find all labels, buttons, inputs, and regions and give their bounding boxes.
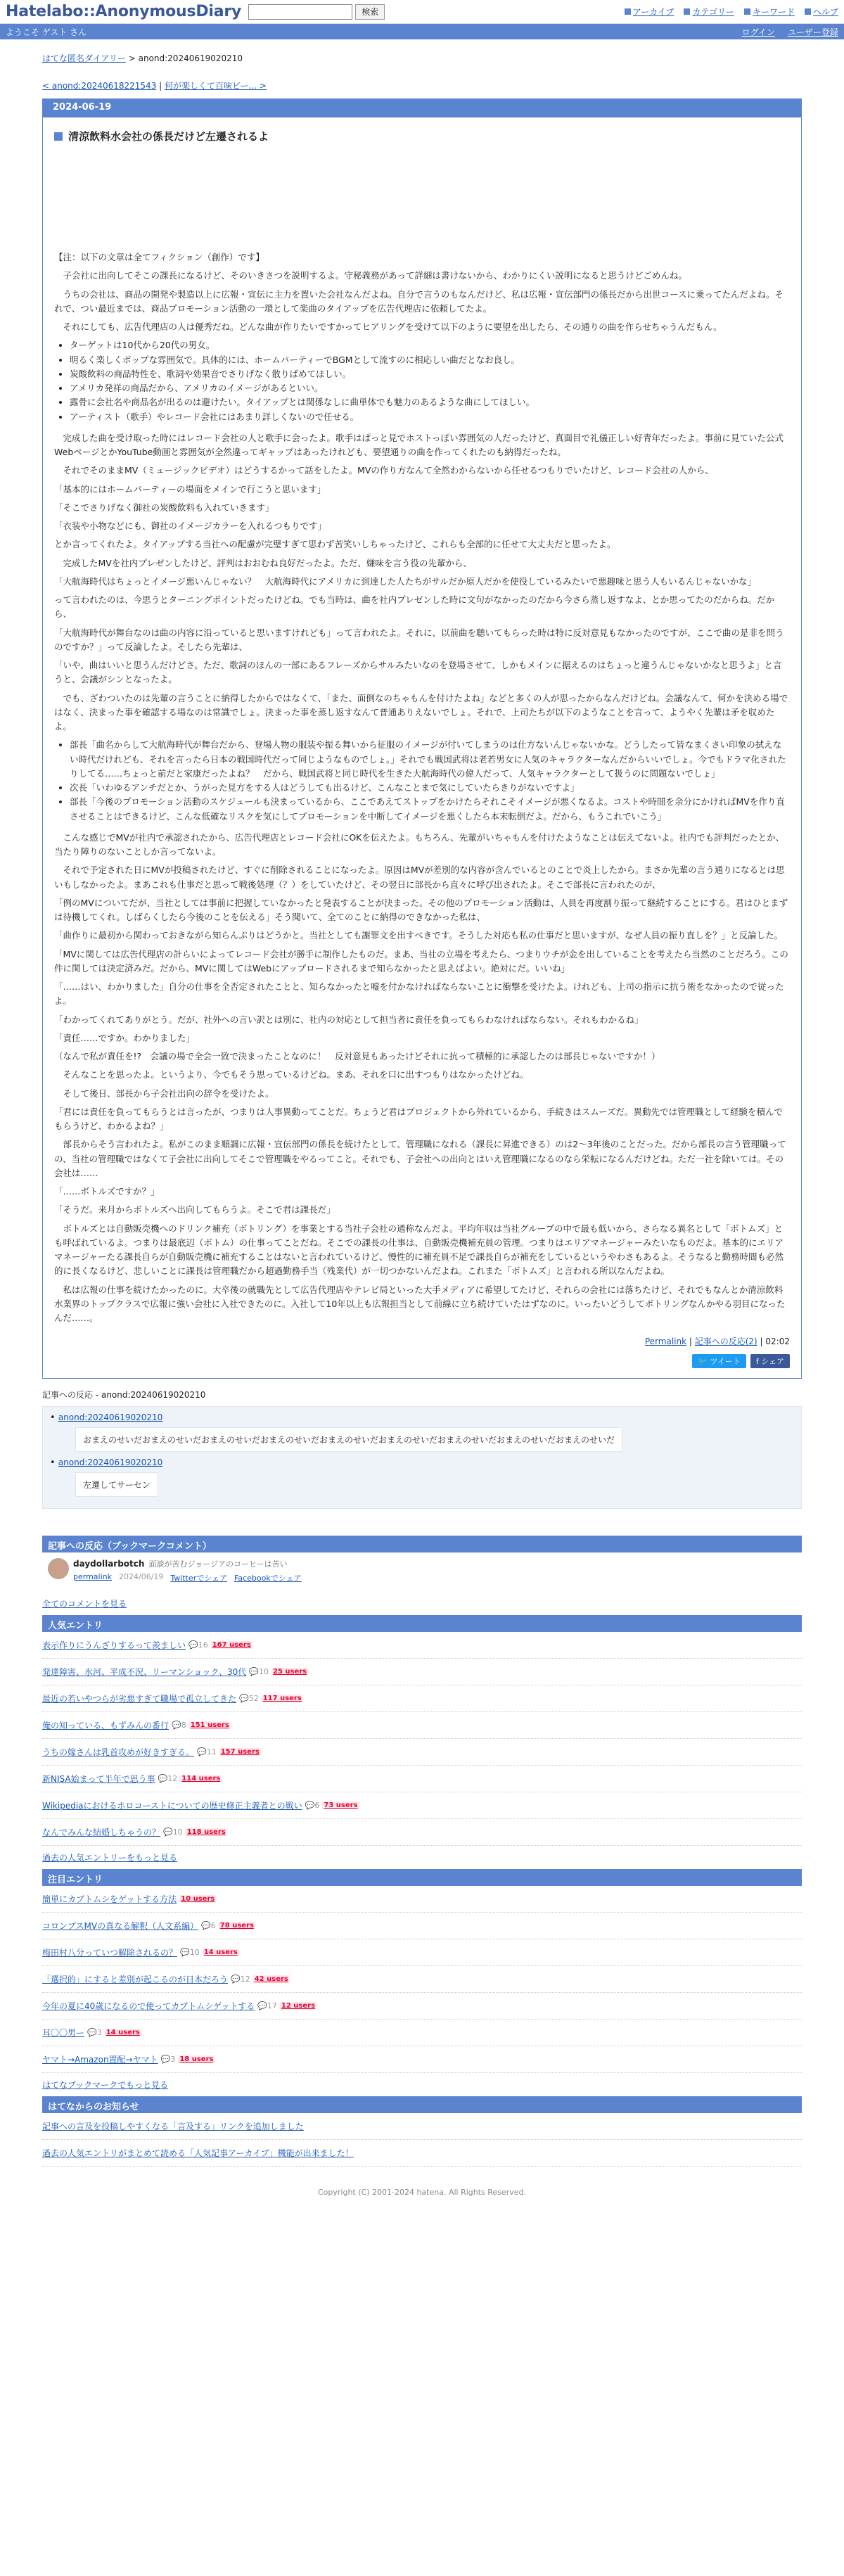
entry-paragraph: 「責任……ですか。わかりました」: [54, 1032, 196, 1043]
popular-more-link[interactable]: 過去の人気エントリーをもっと見る: [42, 1853, 178, 1863]
speech-bubble-icon: 💬: [305, 1801, 315, 1811]
square-icon: [625, 8, 631, 15]
next-entry-link[interactable]: 何が楽しくて百味ビー... >: [165, 81, 267, 91]
welcome-text: ようこそ ゲスト さん: [6, 27, 87, 37]
entry-paragraph: 「大航海時代はちょっとイメージ悪いんじゃない？ 大航海時代にアメリカに到達した人たちがサルだか原人だかを使役しているみたいで悪趣味と思う人もいるんじゃないかな」: [54, 575, 757, 587]
notice-link[interactable]: 過去の人気エントリがまとめて読める「人気記事アーカイブ」機能が出来ました！: [42, 2148, 354, 2159]
breadcrumb: はてな匿名ダイアリー > anond:20240619020210: [42, 53, 243, 63]
entry-paragraph: 「基本的にはホームパーティーの場面をメインで行こうと思います」: [54, 483, 326, 495]
entry-list-link[interactable]: 新NISA始まって半年で思う事: [42, 1774, 155, 1785]
comment-count: 💬10: [249, 1667, 269, 1677]
breadcrumb-current: anond:20240619020210: [138, 53, 243, 63]
user-bar: [0, 24, 844, 39]
entry-bullets: [70, 338, 790, 424]
entry-bullet: • ターゲットは10代から20代の男女。: [70, 338, 790, 352]
help-link[interactable]: ヘルプ: [805, 6, 838, 18]
entry-bullet: • 部長「曲名からして大航海時代が舞台だから、登場人物の服装や振る舞いから征服のイメージが付いてしまうのは仕方ないんじゃないかな。どうしたって皆なまくさい印象の拭えない時代だけれども、それを言ったら日本の戦国時代だって同じようなものでしょ。」それでも戦国武将は老若男女に人気のキャラクターなんだからいいでしょ。今でもドラマ化されたりしてる……ちょっと前だと家康だったよね？ だから、戦国武将と同じ時代を生きた大航海時代の偉人だって、人気キャラクターとして扱うのに問題ないでしょ」: [70, 738, 790, 781]
search-input[interactable]: [248, 4, 352, 20]
entry-text: [54, 250, 790, 1325]
popular-heading: 人気エントリ: [42, 1615, 802, 1632]
facebook-icon: f: [755, 1357, 759, 1367]
square-icon: [805, 8, 811, 15]
entry-list-item: [42, 1632, 802, 1659]
notice-item: [42, 2113, 802, 2140]
all-comments-link[interactable]: 全てのコメントを見る: [42, 1599, 127, 1609]
entry-paragraph: そんなことを思ったよ。というより、今でもそう思っているけどね。まあ、それを口に出すつもりはなかったけどね。: [63, 1069, 529, 1080]
bookmark-users-badge[interactable]: 114 users: [181, 1775, 221, 1783]
entry-list-item: [42, 1993, 802, 2020]
featured-more-link[interactable]: はてなブックマークでもっと見る: [42, 2080, 169, 2091]
speech-bubble-icon: 💬: [163, 1828, 173, 1837]
prev-next-nav: < anond:20240618221543 | 何が楽しくて百味ビー... >: [42, 81, 267, 91]
bookmark-users-badge[interactable]: 117 users: [262, 1695, 302, 1703]
reply-link[interactable]: anond:20240619020210: [58, 1458, 163, 1468]
copyright: Copyright (C) 2001-2024 hatena. All Rights Reserved.: [318, 2188, 526, 2198]
entry-paragraph: 「曲作りに最初から関わっておきながら知らんぷりはどうかと。当社としても謝罪文を出すべきです。そうした対応も私の仕事だと思いますが、なぜ人員の振り直しを？」と反論した。: [54, 930, 784, 941]
speech-bubble-icon: 💬: [249, 1667, 259, 1677]
entry-bullet: • 部長「今後のプロモーション活動のスケジュールも決まっているから、ここであえてストップをかけたらそれこそイメージが悪くなるよ。コストや時間を余分にかければMVを作り直させることはできるけど、こんな低確なリスクを気にしてプロモーションを中断してイメージを悪くしたら本末転倒だよ。だから、もうこれでいこう」: [70, 795, 790, 824]
entry-paragraph: って言われたのは、今思うとターニングポイントだったけどね。でも当時は、曲を社内プレゼンした時に文句がなかったのだから今さら蒸し返すなよ、とか思ってたのだからね。だから、: [54, 594, 775, 620]
bookmark-date: 2024/06/19: [119, 1572, 164, 1582]
reply-item: • anond:20240619020210 左遷してサーセン: [50, 1458, 794, 1497]
breadcrumb-home[interactable]: はてな匿名ダイアリー: [42, 53, 126, 63]
speech-bubble-icon: 💬: [197, 1747, 207, 1757]
entry-date: 2024-06-19: [43, 99, 801, 117]
entry-paragraph: 完成したMVを社内プレゼンしたけど、評判はおおむね良好だったよ。ただ、嫌味を言う役の先輩から、: [63, 557, 472, 568]
entry-list-link[interactable]: 俺の知っている、もずみんの番行: [42, 1721, 170, 1731]
square-icon: [744, 8, 750, 15]
category-link[interactable]: カテゴリー: [684, 6, 734, 18]
bookmark-users-badge[interactable]: 167 users: [212, 1641, 251, 1650]
entry-bullet: • アメリカ発祥の商品だから、アメリカのイメージがあるといい。: [70, 381, 790, 395]
replies-heading: 記事への反応 - anond:20240619020210: [42, 1390, 206, 1401]
entry-list-link[interactable]: うちの嫁さんは乳首攻めが好きすぎる。: [42, 1747, 195, 1758]
entry-bullet: • 次長「いわゆるアンチだとか、うがった見方をする人はどうしても出るけど、こんなことまで気にしていたらきりがないですよ」: [70, 781, 790, 795]
entry-title[interactable]: 清涼飲料水会社の係長だけど左遷されるよ: [54, 129, 790, 144]
notice-link[interactable]: 記事への言及を投稿しやすくなる「言及する」リンクを追加しました: [42, 2122, 304, 2132]
bookmark-users-badge[interactable]: 18 users: [179, 2055, 214, 2064]
comment-count: 💬17: [257, 2001, 277, 2011]
entry-list-link[interactable]: Wikipediaにおけるホロコーストについての歴史修正主義者との戦い: [42, 1801, 302, 1811]
replies-list: [42, 1406, 802, 1509]
comment-count: 💬12: [158, 1774, 178, 1784]
entry-paragraph: 「大航海時代が舞台なのは曲の内容に沿っていると思いますけれども」って言われたよ。それに、以前曲を聴いてもらった時は特に反対意見もなかったのですが、ここで曲の是非を問うのですか？」って反論したよ。そしたら先輩は、: [54, 627, 784, 652]
header-links: [625, 6, 838, 18]
entry-paragraph: 完成した曲を受け取った時にはレコード会社の人と歌手に会ったよ。歌手はぱっと見でホストっぽい雰囲気の人だったけど、真面目で礼儀正しい好青年だったよ。事前に見ていた公式WebページとかYouTube動画と雰囲気が全然違ってギャップはあったけれども、要望通りの曲を作ってくれたのも納得だったね。: [54, 432, 784, 457]
entry-paragraph: そして後日、部長から子会社出向の辞令を受けたよ。: [63, 1088, 274, 1099]
entry-footer: Permalink | 記事への反応(2) | 02:02: [644, 1337, 790, 1347]
bookmark-users-badge[interactable]: 42 users: [254, 1975, 288, 1984]
entry-paragraph: とか言ってくれたよ。タイアップする当社への配慮が完璧すぎて思わず苦笑いしちゃったけど、これらも全部的に任せて大丈夫だと思ったよ。: [54, 539, 616, 550]
speech-bubble-icon: 💬: [172, 1721, 181, 1730]
speech-bubble-icon: 💬: [158, 1774, 168, 1784]
entry-paragraph: それでそのままMV（ミュージックビデオ）はどうするかって話をしたよ。MVの作り方なんて全然わからないから任せるつもりでいたけど、レコード会社の人から、: [63, 465, 714, 476]
entry-list-item: [42, 1766, 802, 1792]
entry-paragraph: 「……はい、わかりました」自分の仕事を全否定されたことと、知らなかったと嘘を付かなければならないことに衝撃を受けたよ。けれども、上司の指示に抗う術をなかったので従ったよ。: [54, 981, 784, 1007]
speech-bubble-icon: 💬: [201, 1921, 211, 1931]
entry-paragraph: 子会社に出向してそこの課長になるけど、そのいきさつを説明するよ。守秘義務があって詳細は書けないから、わかりにくい説明になると思うけどごめんね。: [63, 270, 687, 281]
avatar[interactable]: [48, 1558, 69, 1579]
square-icon: [684, 8, 690, 15]
archive-link[interactable]: アーカイブ: [625, 6, 674, 18]
entry-list-link[interactable]: 最近の若いやつらが劣悪すぎて職場で孤立してきた: [42, 1694, 237, 1704]
notice-item: [42, 2140, 802, 2167]
entry-paragraph: ボトルズとは自動販売機へのドリンク補充（ボトリング）を事業とする当社子会社の通称なんだよ。平均年収は当社グループの中で最も低いから、さらなる異名として「ボトムズ」とも呼ばれているよ。つまりは最底辺（ボトム）の仕事ってことだね。そこでの課長の仕事は、自動販売機補充員の管理。つまりはエリアマネージャーみたいなものだよ。基本的にエリアマネージャーたる課長自らが自動販売機に補充することはないと言われているけど、慢性的に補充員不足で課長自らが補充をしているというやわさもあるよ。そうなると勤務時間も必然的に長くなるけど、悲しいことに課長は管理職だから超過勤務手当（残業代）が一切つかないんだよね。これまた「ボトムズ」と言われる所以なんだよね。: [54, 1223, 784, 1277]
speech-bubble-icon: 💬: [239, 1694, 249, 1704]
entry-paragraph: うちの会社は、商品の開発や製造以上に広報・宣伝に主力を置いた会社なんだよね。自分で言うのもなんだけど、私は広報・宣伝部門の係長だから出世コースに乗ってたんだよね。それで、つい最近までは、商品プロモーション活動の一環として楽曲のタイアップを広告代理店に依頼してたよ。: [54, 288, 784, 314]
entry-list-link[interactable]: 「選択的」にすると差別が起こるのが日本だろう: [42, 1975, 229, 1985]
entry-paragraph: 「例のMVについてだが、当社としては事前に把握していなかったと発表することが決まった。その他のプロモーション活動は、人員を再度割り振って継続することにする。君はひとまずは待機してくれ。しばらくしたら今後のことを伝える」そう聞いて、全てのことに納得のできなかった私は、: [54, 897, 788, 922]
entry-paragraph: 部長からそう言われたよ。私がこのまま順調に広報・宣伝部門の係長を続けたとして、管理職になれる（課長に昇進できる）のは2〜3年後のことだった。だから部長の言う管理職っての、当社の管理職ではなくて子会社に出向してそこで管理職をやるってこと。それでも、子会社への出向とはいえ管理職になるのなら栄転になるんだけどね。ただ一社を除いては。その会社は……: [54, 1139, 786, 1178]
bookmark-comment-text: 面談が苦むジョージアのコーヒーは苦い: [148, 1560, 288, 1569]
entry-bullet: • 炭酸飲料の商品特性を、歌詞や効果音でさりげなく散りばめてほしい。: [70, 367, 790, 381]
comment-count: 💬3: [160, 2055, 176, 2065]
entry-paragraph: 「いや、曲はいいと思うんだけどさ。ただ、歌詞のほんの一部にあるフレーズからサルみたいなのを登場させて、しかもメインに据えるのはちょっと違うんじゃないかなと思うよ」と言うと、会議がシンとなったよ。: [54, 660, 782, 685]
entry-paragraph: 「わかってくれてありがとう。だが、社外への言い訳とは別に、社内の対応として担当者に責任を負ってもらわなければならない。それもわかるね」: [54, 1014, 644, 1025]
notice-heading: はてなからのお知らせ: [42, 2096, 802, 2113]
bookmark-users-badge[interactable]: 78 users: [219, 1922, 254, 1930]
entry-list-link[interactable]: 今年の夏に40歳になるので使ってカブトムシゲットする: [42, 2001, 255, 2012]
featured-list: [42, 1886, 802, 2073]
entry-paragraph: でも、ざわついたのは先輩の言うことに納得したからではなくて、「また、面倒なのちゃもんを付けたよね」などと多くの人が思ったからなんだけどね。会議なんて、何かを決める場ではなく、決まった事を確認する場なのは常識でしょ。決まった事を蒸し返すなんて普通ありえないでしょ。それで、上司たちが以下のようなことを言って、ようやく先輩は矛を収めたよ。: [54, 692, 788, 732]
entry-list-link[interactable]: ヤマト→Amazon置配→ヤマト: [42, 2055, 158, 2065]
entry-list-link[interactable]: 簡単にカブトムシをゲットする方法: [42, 1894, 177, 1905]
speech-bubble-icon: 💬: [180, 1948, 190, 1958]
entry-bullets: [70, 738, 790, 824]
entry-paragraph: それにしても、広告代理店の人は優秀だね。どんな曲が作りたいですかってヒアリングを受けて以下のように要望を出したら、その通りの曲を作らせちゃうんだもん。: [63, 321, 722, 332]
entry-list-link[interactable]: 表示作りにうんざりするって羨ましい: [42, 1640, 186, 1651]
search-button[interactable]: 検索: [355, 4, 385, 20]
comment-count: 💬16: [188, 1640, 208, 1650]
entry-time: 02:02: [765, 1337, 790, 1347]
entry-paragraph: 私は広報の仕事を続けたかったのに。大卒後の就職先として広告代理店やテレビ局といった大手メディアに希望してたけど、それらの会社には落ちたけど、それでもなんとか清涼飲料水業界のトップクラスで広報に強い会社に入社できたのに。入社して10年以上も広報担当として前線に立ち続けていたはずなのに。いったいどうしてボトリングなんかやる羽目になったんだ……。: [54, 1284, 786, 1323]
entry-list-item: [42, 1659, 802, 1685]
entry-list-item: [42, 1792, 802, 1819]
speech-bubble-icon: 💬: [231, 1975, 241, 1984]
entry-bullet: • 露骨に会社名や商品名が出るのは避けたい。タイアップとは関係なしに曲単体でも魅力のあるような曲にしてほしい。: [70, 395, 790, 409]
entry-paragraph: 「衣装や小物などにも、御社のイメージカラーを入れるつもりです」: [54, 521, 327, 531]
entry-list-item: [42, 1819, 802, 1846]
popular-list: [42, 1632, 802, 1846]
twitter-share-link[interactable]: Twitterでシェア: [170, 1574, 228, 1583]
notice-list: [42, 2113, 802, 2167]
entry-list-item: [42, 1939, 802, 1966]
entry-paragraph: 「そうだ。来月からボトルズへ出向してもらうよ。そこで君は課長だ」: [54, 1204, 335, 1216]
comment-count: 💬12: [231, 1975, 250, 1984]
entry-paragraph: こんな感じでMVが社内で承認されたから、広告代理店とレコード会社にOKを伝えたよ。もちろん、先輩がいちゃもんを付けたようなことは伝えてないよ。社内でも評判だったとか、当たり障りのないことしか言ってないよ。: [54, 831, 785, 857]
square-icon: [54, 132, 63, 141]
entry-paragraph: 「MVに関しては広告代理店の計らいによってレコード会社が勝手に制作したものだ。まあ、当社の立場を考えたら、つまりウチが金を出していることを考えたら当然のことだろう。この件に関しては決定済みだ。だから、MVに関してはWebにアップロードされるまで知らなかったと思えばよい。絶対にだ。いいね」: [54, 948, 788, 974]
prev-entry-link[interactable]: < anond:20240618221543: [42, 81, 157, 91]
bookmark-users-badge[interactable]: 73 users: [324, 1802, 358, 1810]
top-header: [0, 0, 844, 24]
entry-paragraphs: [54, 831, 790, 1326]
entry-list-item: [42, 1739, 802, 1766]
bookmark-users-badge[interactable]: 118 users: [186, 1828, 226, 1837]
reply-link[interactable]: anond:20240619020210: [58, 1413, 163, 1423]
entry-list-link[interactable]: コロンブスMVの真なる解釈（人文系編）: [42, 1921, 199, 1932]
comment-count: 💬3: [87, 2028, 102, 2038]
bookmark-users-badge[interactable]: 14 users: [106, 2029, 140, 2037]
entry-paragraph: 「……ボトルズですか？」: [54, 1186, 160, 1197]
site-logo[interactable]: Hatelabo::AnonymousDiary: [6, 3, 242, 20]
entry-list-link[interactable]: なんでみんな結婚しちゃうの？: [42, 1828, 161, 1838]
entry-paragraph: （なんで私が責任を!? 会議の場で全会一致で決まったことなのに！ 反対意見もあったけどそれに抗って積極的に承認したのは部長じゃないですか！）: [54, 1051, 660, 1061]
reply-item: • anond:20240619020210 おまえのせいだおまえのせいだおまえのせいだおまえのせいだおまえのせいだおまえのせいだおまえのせいだおまえのせいだおまえのせいだ: [50, 1413, 794, 1452]
entry-list-link[interactable]: 耳〇〇男ー: [42, 2028, 85, 2039]
share-buttons: [54, 1354, 790, 1368]
bookmark-permalink[interactable]: permalink: [73, 1572, 112, 1582]
login-link[interactable]: ログイン: [741, 27, 775, 37]
entry-list-item: [42, 1966, 802, 1993]
entry-list-item: [42, 1685, 802, 1712]
bookmark-users-badge[interactable]: 10 users: [181, 1895, 215, 1904]
reply-text: 左遷してサーセン: [75, 1472, 158, 1497]
bookmark-comments-heading: 記事への反応（ブックマークコメント）: [42, 1536, 802, 1552]
diary-entry: [42, 98, 802, 1379]
entry-list-item: [42, 2046, 802, 2073]
entry-paragraphs: [54, 431, 790, 734]
reactions-link[interactable]: 記事への反応(2): [694, 1337, 757, 1347]
bookmark-users-badge[interactable]: 157 users: [220, 1748, 260, 1756]
entry-list-item: [42, 2020, 802, 2046]
featured-heading: 注目エントリ: [42, 1869, 802, 1886]
bookmark-users-badge[interactable]: 12 users: [281, 2002, 316, 2010]
entry-list-link[interactable]: 梅田村八分っていつ解除されるの？: [42, 1948, 178, 1958]
comment-count: 💬6: [201, 1921, 216, 1931]
bird-icon: 🐦: [698, 1357, 708, 1367]
entry-bullet: • 明るく楽しくポップな雰囲気で。具体的には、ホームパーティーでBGMとして流すのに相応しい曲だとなお良し。: [70, 353, 790, 367]
bookmark-users-badge[interactable]: 14 users: [203, 1949, 238, 1957]
facebook-share-link[interactable]: Facebookでシェア: [234, 1574, 302, 1583]
entry-paragraph: それで予定された日にMVが投稿されたけど、すぐに削除されることになったよ。原因はMVが差別的な内容が含んでいるとのことで炎上したから。まさか先輩の言う通りになるとは思いもしなかったよ。まあこれも仕事だと思って戦後処理（？）をしていたけど、その翌日に部長から直々に呼び出されたよ。そこで部長に言われたのが、: [54, 865, 785, 890]
comment-count: 💬6: [305, 1801, 320, 1811]
reply-text: おまえのせいだおまえのせいだおまえのせいだおまえのせいだおまえのせいだおまえのせいだおまえのせいだおまえのせいだおまえのせいだ: [75, 1427, 622, 1452]
entry-paragraph: 「君には責任を負ってもらうとは言ったが、つまりは人事異動ってことだ。ちょうど君はプロジェクトから外れているから、手続きはスムーズだ。異動先では管理職として経験を積んでもらうけど、わかるよね？」: [54, 1106, 784, 1131]
register-link[interactable]: ユーザー登録: [787, 27, 838, 37]
bookmark-user[interactable]: daydollarbotch: [73, 1559, 145, 1569]
entry-paragraph: 「そこでさりげなく御社の炭酸飲料も入れていきます」: [54, 502, 274, 513]
bookmark-users-badge[interactable]: 25 users: [272, 1668, 307, 1676]
entry-list-item: [42, 1913, 802, 1939]
main-content: [42, 39, 802, 2197]
comment-count: 💬52: [239, 1694, 259, 1704]
comment-count: 💬8: [172, 1721, 186, 1730]
speech-bubble-icon: 💬: [87, 2028, 97, 2038]
entry-list-item: [42, 1886, 802, 1913]
speech-bubble-icon: 💬: [160, 2055, 171, 2065]
entry-paragraphs: [54, 250, 790, 334]
comment-count: 💬11: [197, 1747, 217, 1757]
entry-list-item: [42, 1712, 802, 1739]
speech-bubble-icon: 💬: [188, 1640, 198, 1650]
entry-bullet: • アーティスト（歌手）やレコード会社にはあまり詳しくないので任せる。: [70, 410, 790, 424]
bookmark-users-badge[interactable]: 151 users: [190, 1721, 229, 1730]
bookmark-comment: [42, 1552, 802, 1592]
entry-paragraph: 【注：以下の文章は全てフィクション（創作）です】: [54, 252, 264, 262]
speech-bubble-icon: 💬: [257, 2001, 267, 2011]
keyword-link[interactable]: キーワード: [744, 6, 795, 18]
permalink[interactable]: Permalink: [644, 1337, 687, 1347]
comment-count: 💬10: [180, 1948, 200, 1958]
facebook-share-button[interactable]: f シェア: [750, 1354, 790, 1368]
comment-count: 💬10: [163, 1828, 183, 1837]
tweet-button[interactable]: 🐦 ツイート: [692, 1354, 746, 1368]
entry-list-link[interactable]: 発達障害、氷河、平成不況、リーマンショック、30代: [42, 1667, 247, 1678]
